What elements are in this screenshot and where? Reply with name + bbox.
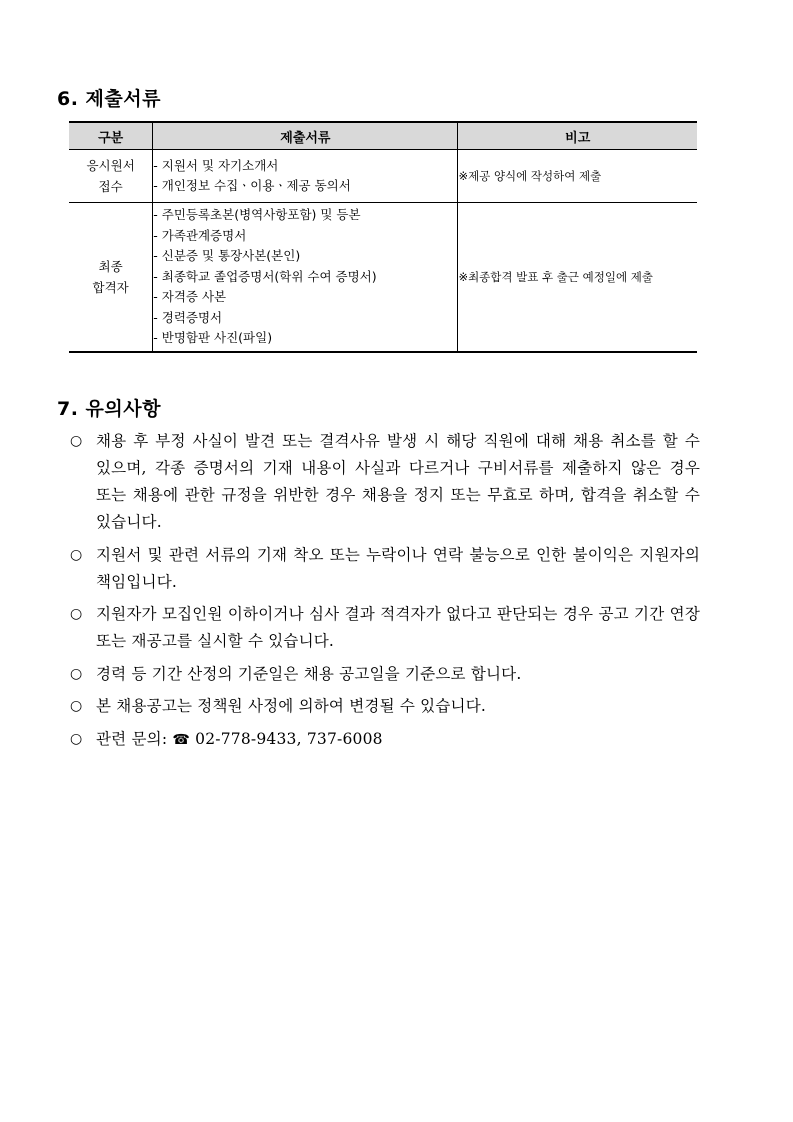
document-item: - 최종학교 졸업증명서(학위 수여 증명서)	[153, 268, 377, 284]
document-item: - 지원서 및 자기소개서	[153, 157, 279, 173]
category-cell	[69, 150, 153, 203]
section-7-heading: 7. 유의사항	[57, 398, 161, 420]
category-cell	[69, 203, 153, 353]
notice-text: 지원자가 모집인원 이하이거나 심사 결과 적격자가 없다고 판단되는 경우 공고 기간 연장 또는 재공고를 실시할 수 있습니다.	[96, 605, 700, 650]
bullet-circle-icon: ○	[70, 698, 83, 714]
category-line: 합격자	[92, 280, 129, 295]
header-category: 구분	[69, 122, 153, 150]
table-row	[69, 203, 697, 353]
remarks-cell: ※최종합격 발표 후 출근 예정일에 제출	[458, 203, 697, 353]
section-6-heading: 6. 제출서류	[57, 88, 161, 110]
list-item	[70, 428, 700, 536]
notice-text: 채용 후 부정 사실이 발견 또는 결격사유 발생 시 해당 직원에 대해 채용 취소를 할 수 있으며, 각종 증명서의 기재 내용이 사실과 다르거나 구비서류를 제출하지 않은 경우 또는 채용에 관한 규정을 위반한 경우 채용을 정지 또는 무효로 하며, 합격을 취소할 수 있습니다.	[96, 432, 700, 531]
bullet-circle-icon: ○	[70, 546, 83, 563]
document-item: - 가족관계증명서	[153, 227, 247, 243]
notice-list	[70, 428, 700, 759]
list-item	[70, 542, 700, 596]
notice-text: 경력 등 기간 산정의 기준일은 채용 공고일을 기준으로 합니다.	[96, 664, 522, 683]
list-item	[70, 661, 700, 688]
remarks-cell: ※제공 양식에 작성하여 제출	[458, 150, 697, 203]
bullet-circle-icon: ○	[70, 730, 83, 747]
table-row	[69, 150, 697, 203]
list-item	[70, 693, 700, 720]
document-item: - 주민등록초본(병역사항포함) 및 등본	[153, 207, 361, 223]
bullet-circle-icon: ○	[70, 665, 83, 682]
document-item: - 개인정보 수집ㆍ이용ㆍ제공 동의서	[153, 178, 351, 193]
table-header-row	[69, 122, 697, 150]
category-line: 응시원서	[86, 158, 135, 173]
document-item: - 반명함판 사진(파일)	[153, 330, 273, 346]
contact-label: 관련 문의:	[96, 729, 168, 748]
documents-cell	[153, 203, 458, 353]
required-documents-table	[69, 121, 697, 353]
category-line: 접수	[98, 179, 123, 194]
telephone-icon: ☎	[172, 731, 191, 748]
contact-numbers: 02-778-9433, 737-6008	[195, 729, 383, 748]
contact-item	[70, 726, 700, 754]
notice-text: 본 채용공고는 정책원 사정에 의하여 변경될 수 있습니다.	[96, 697, 486, 715]
bullet-circle-icon: ○	[70, 433, 83, 449]
notice-text: 지원서 및 관련 서류의 기재 착오 또는 누락이나 연락 불능으로 인한 불이익은 지원자의 책임입니다.	[96, 545, 700, 591]
document-item: - 경력증명서	[153, 309, 223, 325]
documents-cell	[153, 150, 458, 203]
category-line: 최종	[98, 259, 123, 274]
bullet-circle-icon: ○	[70, 606, 83, 622]
header-documents: 제출서류	[153, 122, 458, 150]
document-item: - 신분증 및 통장사본(본인)	[153, 248, 301, 264]
header-remarks: 비고	[458, 122, 697, 150]
document-item: - 자격증 사본	[153, 289, 227, 305]
list-item	[70, 601, 700, 655]
